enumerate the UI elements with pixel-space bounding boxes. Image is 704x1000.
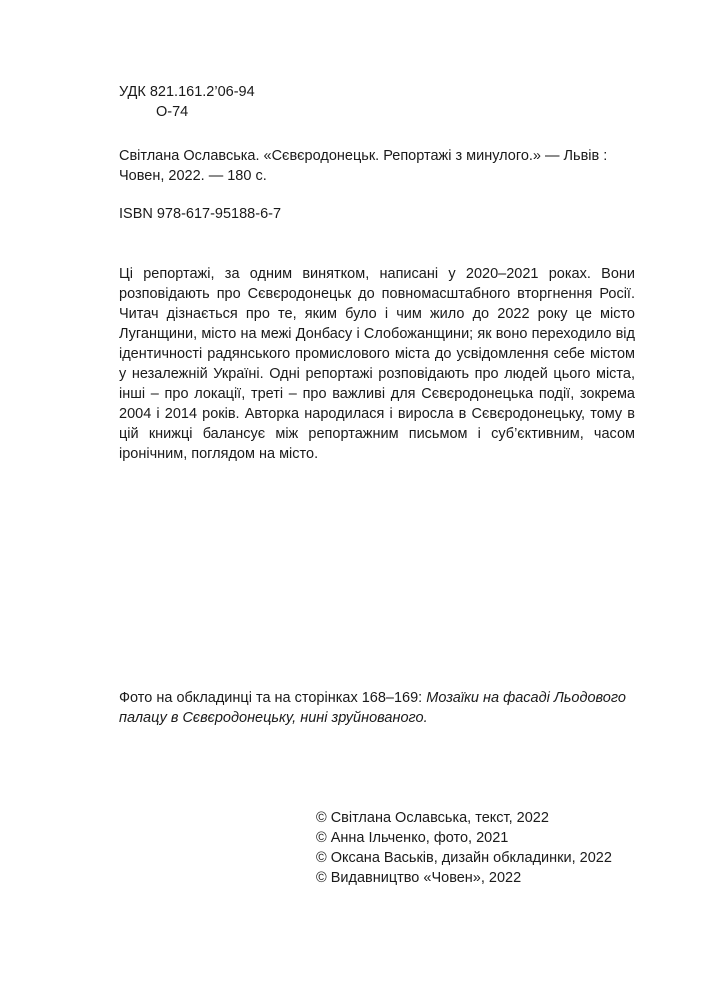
udk-code: УДК 821.161.2’06-94 (119, 84, 255, 100)
copyright-line: © Оксана Васьків, дизайн обкладинки, 2022 (316, 850, 612, 866)
copyright-line: © Анна Ільченко, фото, 2021 (316, 830, 509, 846)
annotation (119, 264, 635, 464)
photo-credit (119, 688, 659, 728)
annotation-text: Ці репортажі, за одним винятком, написані у 2020–2021 роках. Вони розповідають про Сєвєродонецьк до повномасштабного вторгнення Росії. Читач дізнається про те, яким було і чим жило до 2022 року це місто Луганщини, місто на межі Донбасу і Слобожанщини; як воно переходило від ідентичності радянського промислового міста до усвідомлення себе містом у незалежній Україні. Одні репортажі розповідають про людей цього міста, інші – про локації, треті – про важливі для Сєвєродонецька події, зокрема 2004 і 2014 років. Авторка народилася і виросла в Сєвєродонецьку, тому в цій книжці балансує між репортажним письмом і суб’єктивним, часом іронічним, поглядом на місто. (119, 266, 635, 462)
photo-credit-title: Мозаїки на фасаді Льодового палацу в Сєвєродонецьку, нині зруйнованого. (119, 690, 626, 726)
author-mark: О-74 (156, 104, 189, 120)
copyright-list (316, 808, 612, 888)
bibliographic-citation: Світлана Ославська. «Сєвєродонецьк. Репортажі з минулого.» — Львів : Човен, 2022. — 180 с. (119, 148, 608, 184)
copyright-line: © Світлана Ославська, текст, 2022 (316, 810, 549, 826)
photo-credit-label: Фото на обкладинці та на сторінках 168–169: (119, 690, 427, 706)
isbn: ISBN 978-617-95188-6-7 (119, 206, 282, 222)
udk-block (119, 82, 255, 122)
copyright-line: © Видавництво «Човен», 2022 (316, 870, 522, 886)
